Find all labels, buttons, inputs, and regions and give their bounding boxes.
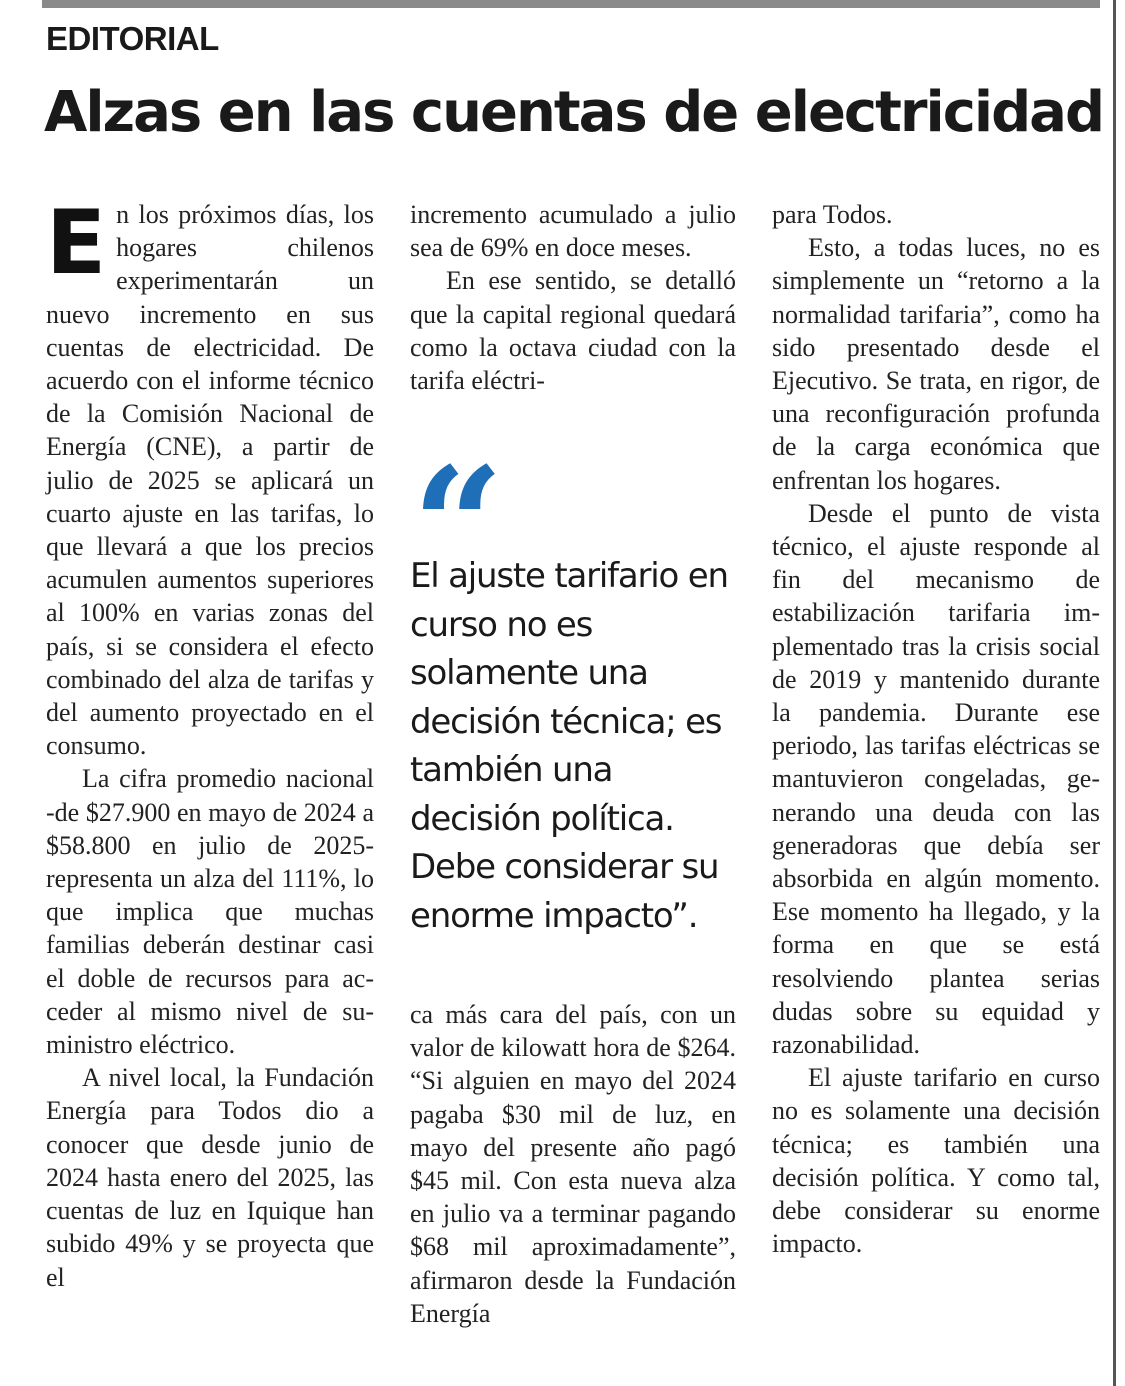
article-column-2-bottom (410, 998, 736, 1330)
paragraph: La cifra promedio nacional -de $27.900 en mayo de 2024 a $58.800 en julio de 2025- representa un alza del 111%, lo que implica que muchas familias deberán destinar casi el doble de recursos para acceder al mismo nivel de suministro eléctrico. (46, 764, 374, 1060)
column-rule (1113, 0, 1116, 1386)
paragraph: A nivel local, la Fundación Energía para Todos dio a conocer que desde junio de 2024 hasta enero del 2025, las cuentas de luz en Iquique han subido 49% y se proyecta que el (46, 1063, 374, 1292)
paragraph: Desde el punto de vista técnico, el ajuste responde al fin del mecanismo de estabilización tarifaria implementado tras la crisis social de 2019 y mantenido durante la pandemia. Durante ese periodo, las tarifas eléctricas se mantuvieron congeladas, generando una deuda con las generadoras que debía ser absorbida en algún momento. Ese momento ha llegado, y la forma en que se está resolviendo plantea serias dudas sobre su equidad y razonabilidad. (772, 498, 1100, 1060)
quote-mark-icon: “ (412, 432, 505, 620)
paragraph: Esto, a todas luces, no es simplemente un “retorno a la normalidad tarifaria”, como ha sido presentado desde el Ejecutivo. Se trata, en rigor, de una reconfiguración profunda de la carga económica que enfrentan los hogares. (772, 233, 1100, 495)
article-column-2-top (410, 198, 736, 397)
paragraph (46, 191, 374, 762)
top-rule (42, 0, 1100, 8)
paragraph: para Todos. (772, 200, 893, 229)
section-label: EDITORIAL (46, 20, 219, 57)
paragraph-text: n los próximos días, los hogares chilenos experimentarán un nuevo incremento en sus cuentas de electricidad. De acuerdo con el informe técnico de la Comisión Nacional de Energía (CNE), a partir de julio de 2025 se aplicará un cuarto ajuste en las tarifas, lo que llevará a que los precios acumulen aumentos superiores al 100% en varias zonas del país, si se considera el efecto combinado del alza de tarifas y del aumento proyectado en el consumo. (46, 200, 374, 761)
pull-quote: El ajuste tarifario en curso no es solamente una decisión técnica; es también una decisión política. Debe considerar su enorme impacto”. (410, 556, 728, 936)
article-column-3 (772, 198, 1100, 1261)
paragraph: En ese sentido, se detalló que la capital regional quedará como la octava ciudad con la tarifa eléctri- (410, 266, 736, 396)
drop-cap: E (46, 191, 107, 294)
article-column-1 (46, 191, 374, 1294)
paragraph: incremento acumulado a julio sea de 69% en doce meses. (410, 200, 736, 263)
paragraph: ca más cara del país, con un valor de kilowatt hora de $264. “Si alguien en mayo del 2024 pagaba $30 mil de luz, en mayo del presente año pagó $45 mil. Con esta nueva alza en julio va a terminar pagando $68 mil aproximadamente”, afirmaron desde la Fundación Energía (410, 1000, 736, 1328)
paragraph: El ajuste tarifario en curso no es solamente una decisión técnica; es también una decisión política. Y como tal, debe considerar su enorme impacto. (772, 1063, 1100, 1259)
headline: Alzas en las cuentas de electricidad (44, 80, 1104, 145)
